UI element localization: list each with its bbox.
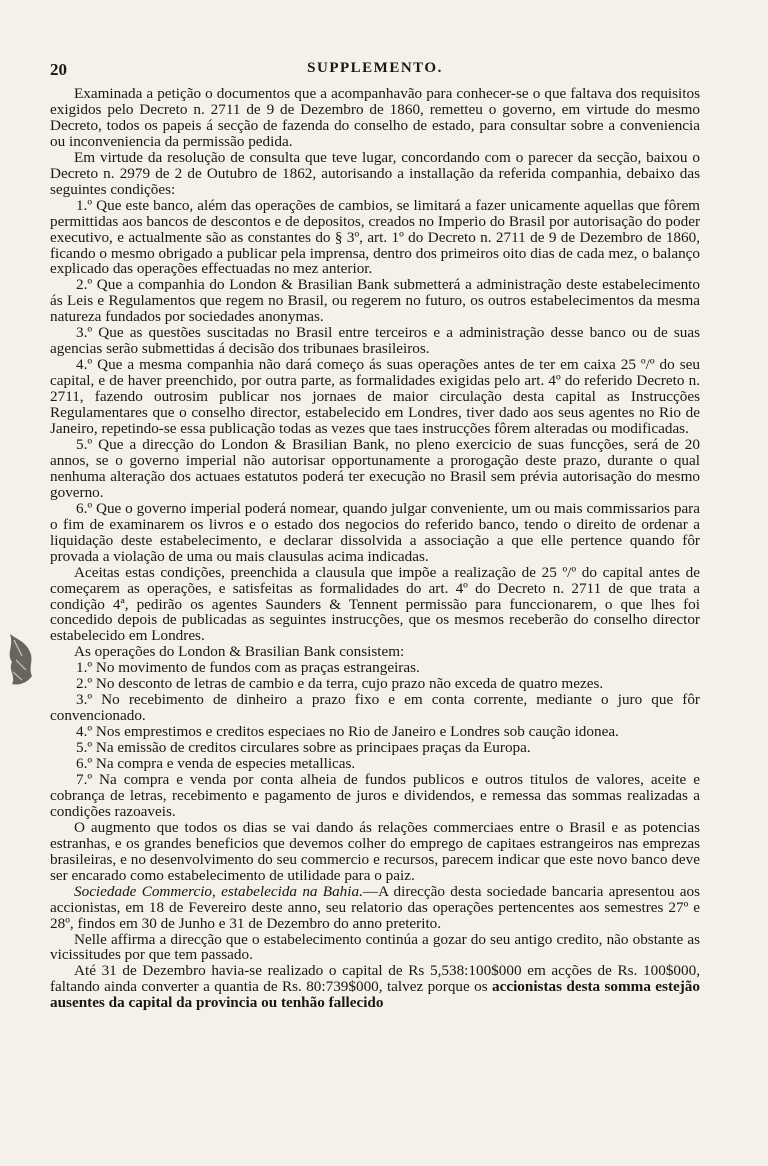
list-item: 3.º Que as questões suscitadas no Brasil entre terceiros e a administração desse banco ou de suas agencias serão submettidas á decisão dos tribunaes brasileiros. xyxy=(50,324,700,358)
paragraph: O augmento que todos os dias se vai dando ás relações commerciaes entre o Brasil e as potencias estranhas, e os grandes beneficios que devemos colher do emprego de capitaes estrangeiros nas emprezas brasileiras, e no desenvolvimento do seu commercio e recursos, parecem indicar que este novo banco deve ser encarado como estabelecimento de utilidade para o paiz. xyxy=(50,818,700,884)
list-item: 5.º Que a direcção do London & Brasilian Bank, no pleno exercicio de suas funcções, será de 20 annos, se o governo imperial não autorisar opportunamente a prorogação deste prazo, durante o qual nenhuma alteração dos actuaes estatutos poderá ter execução no Brasil sem prévia autorisação do mesmo governo. xyxy=(50,435,700,501)
conditions-list xyxy=(50,198,700,565)
final-paragraph xyxy=(50,963,700,1011)
running-title: SUPPLEMENTO. xyxy=(307,60,443,76)
paragraph: Examinada a petição o documentos que a acompanhavão para conhecer-se o que faltava dos requisitos exigidos pelo Decreto n. 2711 de 9 de Dezembro de 1860, remetteu o governo, em virtude do mesmo Decreto, todos os papeis á secção de fazenda do conselho de estado, para consultar sobre a conveniencia ou inconveniencia da permissão pedida. xyxy=(50,85,700,150)
list-item: 1.º No movimento de fundos com as praças estrangeiras. xyxy=(76,659,420,677)
section-title: Sociedade Commercio, estabelecida na Bahia. xyxy=(74,882,363,900)
list-item: 6.º Que o governo imperial poderá nomear, quando julgar conveniente, um ou mais commissarios para o fim de examinarem os livros e o estado dos negocios do referido banco, tendo o direito de ordenar a liquidação deste estabelecimento, e declarar dissolvida a associação a que elle pertence quando fôr provada a violação de uma ou mais clausulas acima indicadas. xyxy=(50,499,700,565)
list-item: 2.º No desconto de letras de cambio e da terra, cujo prazo não exceda de quatro mezes. xyxy=(76,675,604,693)
list-item: 4.º Que a mesma companhia não dará começo ás suas operações antes de ter em caixa 25 º/º do seu capital, e de haver preenchido, por outra parte, as formalidades exigidas pelo art. 4º do referido Decreto n. 2711, fazendo outrosim publicar nos jornaes de maior circulação desta capital as Instrucções Regulamentares que o conselho director, estabelecido em Londres, tiver dado aos seus agentes no Rio de Janeiro, repetindo-se essa publicação todas as vezes que taes instrucções fôrem alteradas ou modificadas. xyxy=(50,356,700,438)
list-item: 6.º Na compra e venda de especies metallicas. xyxy=(76,755,356,773)
section-paragraph xyxy=(50,884,700,932)
document-body xyxy=(50,86,700,1011)
paragraph: Aceitas estas condições, preenchida a clausula que impõe a realização de 25 º/º do capital antes de começarem as operações, e satisfeitas as formalidades do art. 4º do Decreto n. 2711 de que trata a condição 4ª, pedirão os agentes Saunders & Tennent permissão para funccionarem, o que lhes foi concedido depois de publicadas as seguintes instrucções, que os mesmos receberão do conselho director estabelecido em Londres. xyxy=(50,563,700,645)
page-header xyxy=(50,60,700,82)
list-item: 1.º Que este banco, além das operações de cambios, se limitará a fazer unicamente aquellas que fôrem permittidas aos bancos de descontos e de depositos, creados no Imperio do Brasil por autorisação do poder executivo, e actualmente são as constantes do § 3º, art. 1º do Decreto n. 2711 de 9 de Dezembro de 1860, ficando o mesmo obrigado a publicar pela imprensa, dentro dos primeiros oito dias de cada mez, o balanço explicado das operações effectuadas no mez anterior. xyxy=(50,196,700,278)
paragraph: Em virtude da resolução de consulta que teve lugar, concordando com o parecer da secção, baixou o Decreto n. 2979 de 2 de Outubro de 1862, autorisando a installação da referida companhia, debaixo das seguintes condições: xyxy=(50,148,700,198)
list-item: 7.º Na compra e venda por conta alheia de fundos publicos e outros titulos de valores, aceite e cobrança de letras, recebimento e pagamento de juros e dividendos, e remessa das sommas realizadas a condições razoaveis. xyxy=(50,770,700,820)
ink-blot-icon xyxy=(2,630,36,690)
page-number: 20 xyxy=(50,60,67,79)
list-item: 3.º No recebimento de dinheiro a prazo fixo e em conta corrente, mediante o juro que fôr convencionado. xyxy=(50,691,700,725)
list-item: 4.º Nos emprestimos e creditos especiaes no Rio de Janeiro e Londres sob caução idonea. xyxy=(76,723,619,741)
section-text: —A direcção desta sociedade bancaria apresentou aos accionistas, em 18 de Fevereiro deste anno, seu relatorio das operações pertencentes aos semestres 27º e 28º, findos em 30 de Junho e 31 de Dezembro do anno preterito. xyxy=(50,882,700,932)
paragraph: Nelle affirma a direcção que o estabelecimento continúa a gozar do seu antigo credito, não obstante as vicissitudes por que tem passado. xyxy=(50,930,700,964)
list-item: 2.º Que a companhia do London & Brasilian Bank submetterá a administração deste estabelecimento ás Leis e Regulamentos que regem no Brasil, ou regerem no futuro, os outros estabelecimentos da mesma natureza fundados por sociedades anonymas. xyxy=(50,276,700,326)
paragraph: As operações do London & Brasilian Bank consistem: xyxy=(74,643,405,661)
document-page xyxy=(50,60,700,1011)
final-bold-text: accionistas desta somma estejão ausentes da capital da provincia ou tenhão fallecido xyxy=(50,978,700,1012)
operations-list xyxy=(50,660,700,820)
list-item: 5.º Na emissão de creditos circulares sobre as principaes praças da Europa. xyxy=(76,739,531,757)
final-text: Até 31 de Dezembro havia-se realizado o capital de Rs 5,538:100$000 em acções de Rs. 100$000, faltando ainda converter a quantia de Rs. 80:739$000, talvez porque os xyxy=(50,962,700,996)
